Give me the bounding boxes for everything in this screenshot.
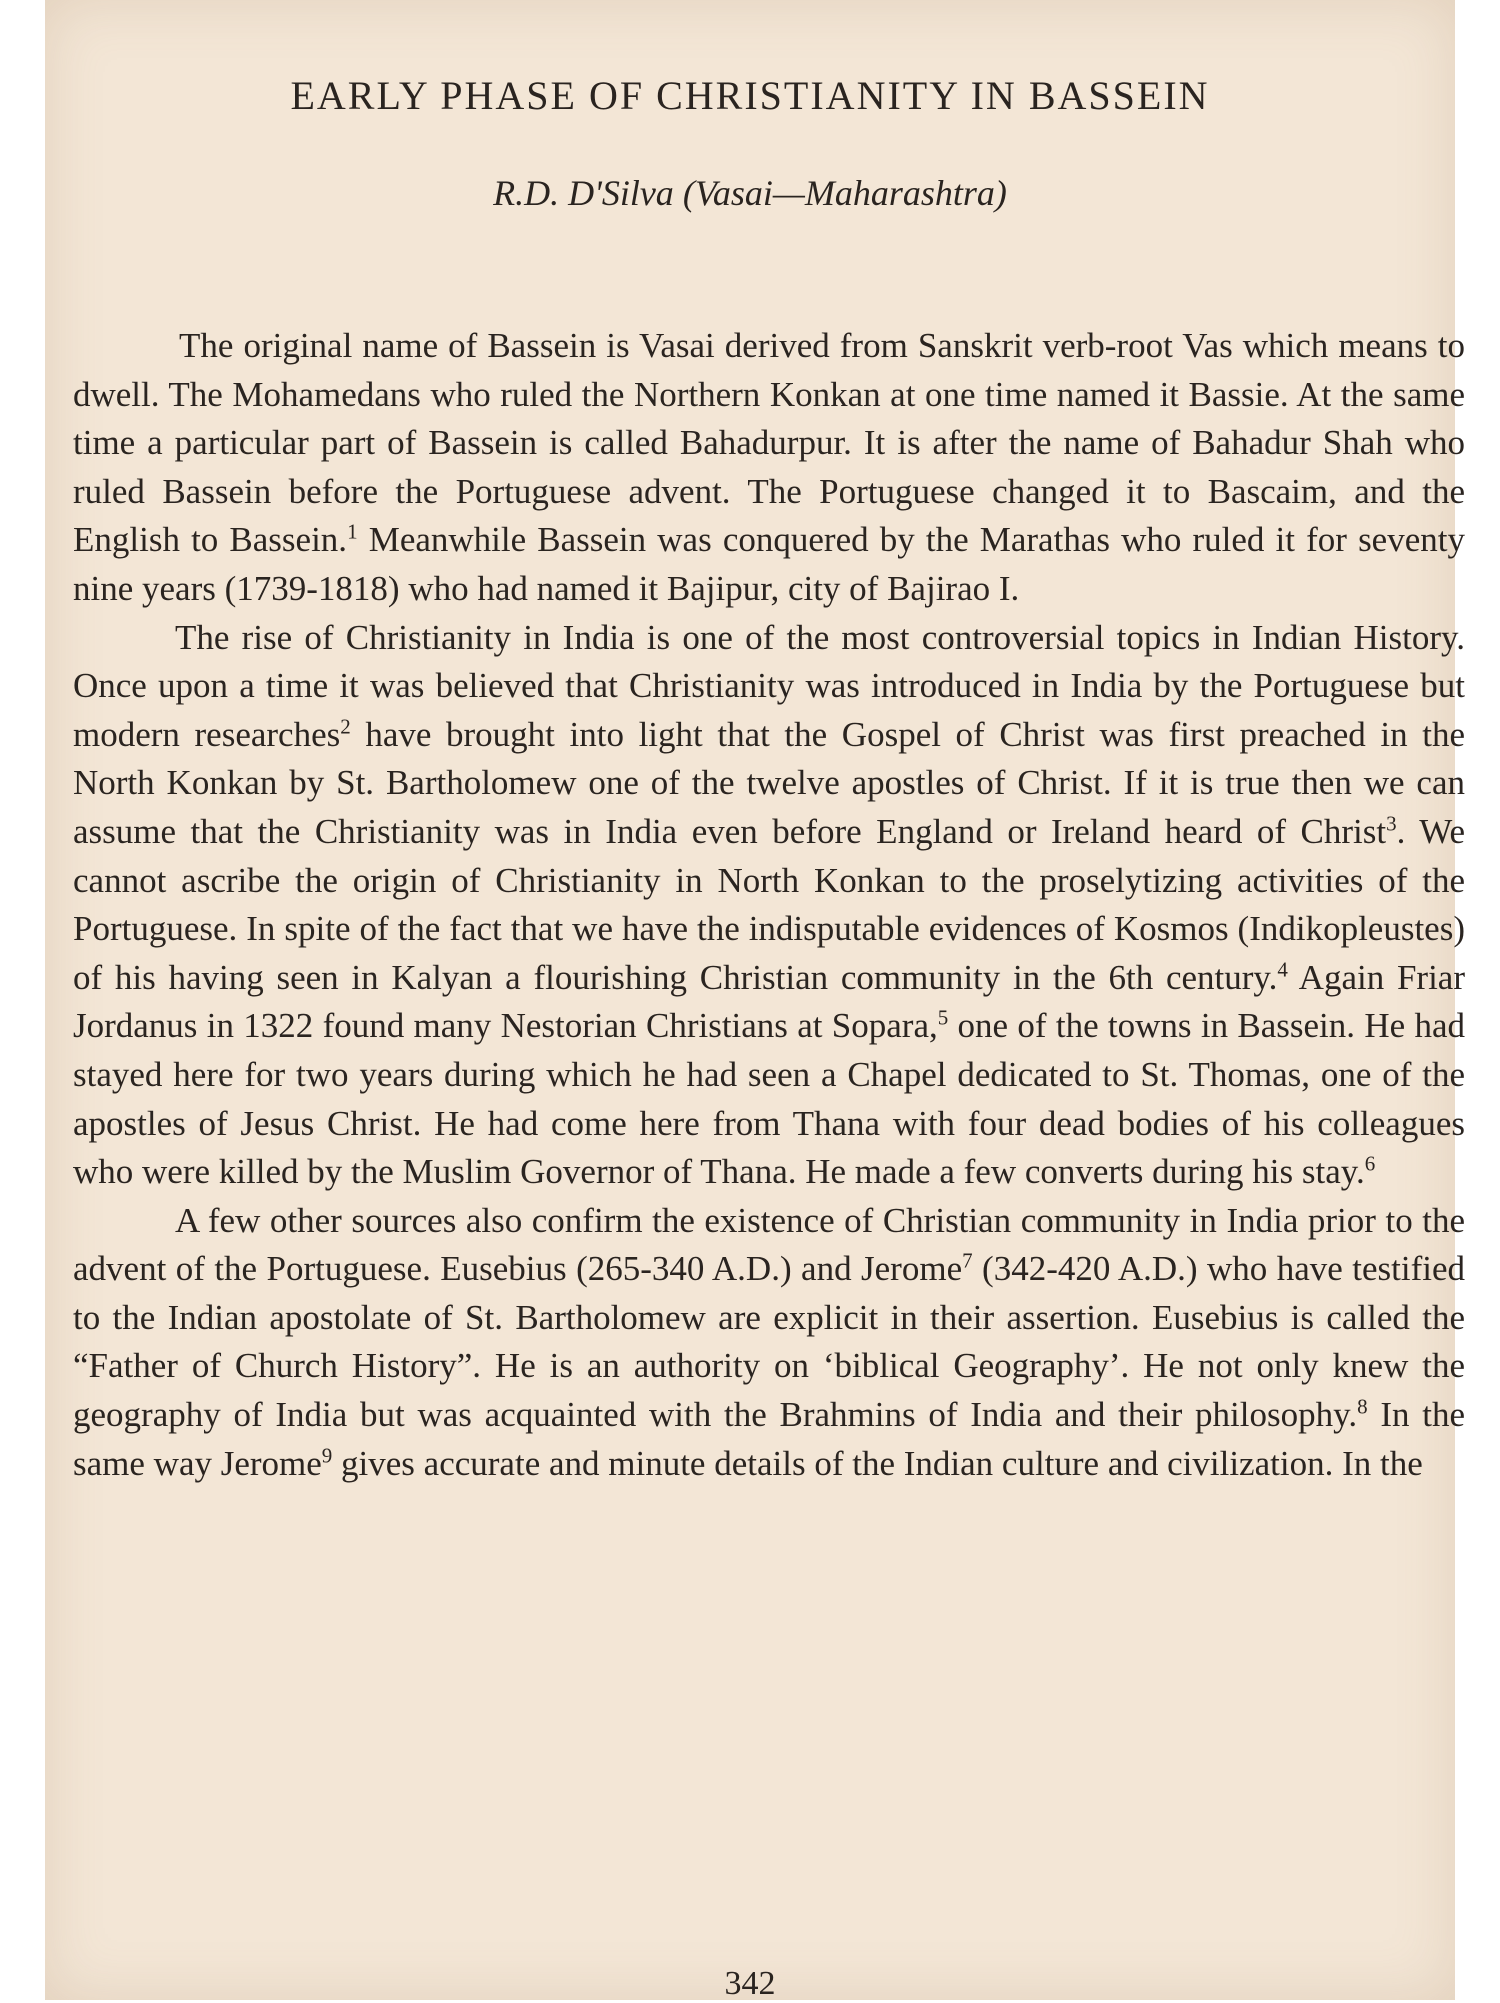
footnote-ref-6: 6 xyxy=(1364,1151,1376,1176)
paragraph-3 xyxy=(73,1197,1465,1489)
paragraph-text: gives accurate and minute details of the Indian culture and civilization. In the xyxy=(332,1443,1423,1483)
paragraph-text: The original name of Bassein is Vasai derived from Sanskrit verb-root Vas which means to dwell. The Mohamedans who ruled the Northern Konkan at one time named it Bassie. At the same time a particular part of Bassein is called Bahadurpur. It is after the name of Bahadur Shah who ruled Bassein before the Portuguese advent. The Portuguese changed it to Bascaim, and the English to Bassein. xyxy=(73,326,1465,560)
author-open-paren: ( xyxy=(682,173,695,213)
page xyxy=(45,0,1466,2002)
paragraph-2 xyxy=(73,614,1465,1197)
footnote-ref-1: 1 xyxy=(347,519,358,544)
paragraph-text: Again Friar Jordanus in 1322 found many Nestorian Christians at Sopara, xyxy=(73,957,1465,1046)
footnote-ref-2: 2 xyxy=(340,714,351,739)
paragraph-text: In the same way Jerome xyxy=(73,1395,1465,1483)
footnote-ref-3: 3 xyxy=(1386,811,1397,836)
paragraph-text: A few other sources also confirm the existence of Christian community in India prior to the advent of the Portuguese. Eusebius (265-340 A.D.) and Jerome xyxy=(73,1200,1465,1289)
article-title: EARLY PHASE OF CHRISTIANITY IN BASSEIN xyxy=(290,73,1210,118)
author-name: R.D. D'Silva xyxy=(493,173,674,213)
page-number: 342 xyxy=(724,1965,776,2002)
author-place: Vasai—Maharashtra xyxy=(694,173,995,213)
footnote-ref-5: 5 xyxy=(937,1005,949,1030)
author-close-paren: ) xyxy=(994,173,1007,213)
paragraph-text: (342-420 A.D.) who have testified to the Indian apostolate of St. Bartholomew are explicit in their assertion. Eusebius is called the “Father of Church History”. He is an authority on ‘biblical Geography’. He not only knew the geography of India but was acquainted with the Brahmins of India and their philosophy. xyxy=(73,1249,1465,1435)
footnote-ref-4: 4 xyxy=(1277,957,1288,982)
paragraph-1 xyxy=(73,322,1465,614)
footnote-ref-9: 9 xyxy=(321,1443,333,1467)
paragraph-text: . We cannot ascribe the origin of Christianity in North Konkan to the proselytizing activities of the Portuguese. In spite of the fact that we have the indisputable evidences of Kosmos (Indikopleustes) of his having seen in Kalyan a flourishing Christian community in the 6th century. xyxy=(73,811,1465,997)
paragraph-text: one of the towns in Bassein. He had stayed here for two years during which he had seen a Chapel dedicated to St. Thomas, one of the apostles of Jesus Christ. He had come here from Thana with four dead bodies of his colleagues who were killed by the Muslim Governor of Thana. He made a few converts during his stay. xyxy=(73,1006,1465,1192)
paragraph-text: Meanwhile Bassein was conquered by the Marathas who ruled it for seventy nine years (1739-1818) who had named it Bajipur, city of Bajirao I. xyxy=(73,520,1465,608)
article-body xyxy=(73,322,1465,1488)
footnote-ref-7: 7 xyxy=(962,1248,973,1273)
paragraph-text: have brought into light that the Gospel of Christ was first preached in the North Konkan by St. Bartholomew one of the twelve apostles of Christ. If it is true then we can assume that the Christianity was in India even before England or Ireland heard of Christ xyxy=(73,714,1466,851)
paragraph-text: The rise of Christianity in India is one of the most controversial topics in Indian History. Once upon a time it was believed that Christianity was introduced in India by the Portuguese but modern researches xyxy=(73,617,1465,754)
author-line xyxy=(45,172,1455,214)
footnote-ref-8: 8 xyxy=(1357,1394,1368,1419)
